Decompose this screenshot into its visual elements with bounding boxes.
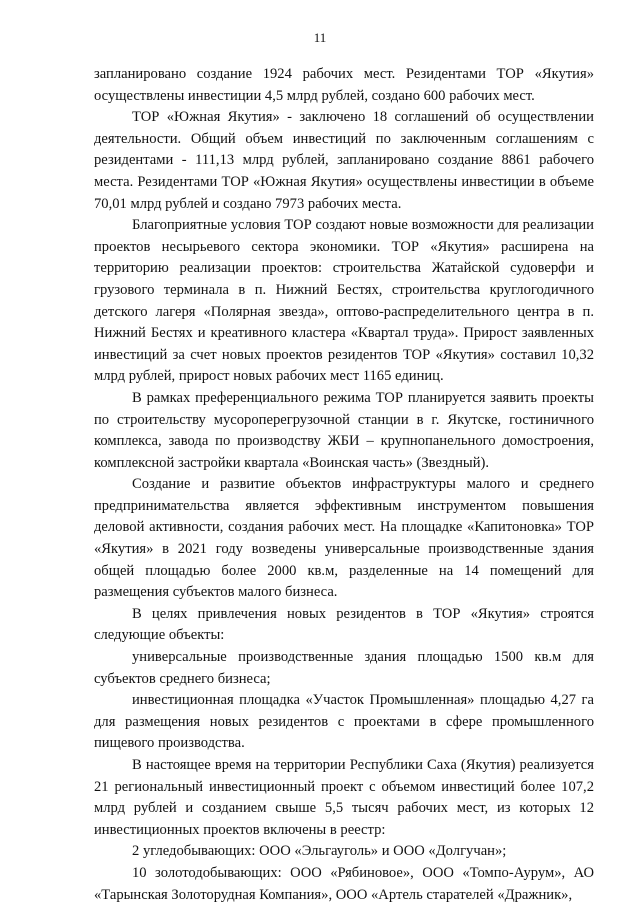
paragraph: ТОР «Южная Якутия» - заключено 18 соглашений об осуществлении деятельности. Общий объем инвестиций по заключенным соглашениям с резидентами - 111,13 млрд рублей, запланировано создание 8861 рабочего места. Резидентами ТОР «Южная Якутия» осуществлены инвестиции в объеме 70,01 млрд рублей и создано 7973 рабочих места. [94,109,594,212]
paragraph: 2 угледобывающих: ООО «Эльгауголь» и ООО «Долгучан»; [132,843,507,860]
paragraph: запланировано создание 1924 рабочих мест. Резидентами ТОР «Якутия» осуществлены инвестиции 4,5 млрд рублей, создано 600 рабочих мест. [94,66,594,104]
paragraph: универсальные производственные здания площадью 1500 кв.м для субъектов среднего бизнеса; [94,649,594,687]
paragraph: Создание и развитие объектов инфраструктуры малого и среднего предпринимательства является эффективным инструментом повышения деловой активности, создания рабочих мест. На площадке «Капитоновка» ТОР «Якутия» в 2021 году возведены универсальные производственные здания общей площадью более 2000 кв.м, разделенные на 14 помещений для размещения субъектов малого бизнеса. [94,476,594,601]
paragraph: 10 золотодобывающих: ООО «Рябиновое», ООО «Томпо-Аурум», АО «Тарынская Золоторудная Компания», ООО «Артель старателей «Дражник», [94,864,594,903]
page-number: 11 [313,30,327,45]
paragraph: В целях привлечения новых резидентов в ТОР «Якутия» строятся следующие объекты: [94,605,594,644]
paragraph: Благоприятные условия ТОР создают новые возможности для реализации проектов несырьевого сектора экономики. ТОР «Якутия» расширена на территорию реализации проектов: строительства Жатайской судоверфи и грузового терминала в п. Нижний Бестях, строительства круглогодичного детского лагеря «Полярная звезда», оптово-распределительного центра в п. Нижний Бестях и креативного кластера «Квартал труда». Прирост заявленных инвестиций за счет новых проектов резидентов ТОР «Якутия» составил 10,32 млрд рублей, прирост новых рабочих мест 1165 единиц. [94,217,594,385]
document-body [94,64,594,906]
paragraph: В настоящее время на территории Республики Саха (Якутия) реализуется 21 региональный инвестиционный проект с объемом инвестиций более 107,2 млрд рублей и созданием свыше 5,5 тысяч рабочих мест, из которых 12 инвестиционных проектов включены в реестр: [94,757,594,838]
paragraph: В рамках преференциального режима ТОР планируется заявить проекты по строительству мусороперегрузочной станции в г. Якутске, гостиничного комплекса, завода по производству ЖБИ – крупнопанельного домостроения, комплексной застройки квартала «Воинская часть» (Звездный). [94,389,594,471]
paragraph: инвестиционная площадка «Участок Промышленная» площадью 4,27 га для размещения новых резидентов с проектами в сфере промышленного пищевого производства. [94,692,594,752]
